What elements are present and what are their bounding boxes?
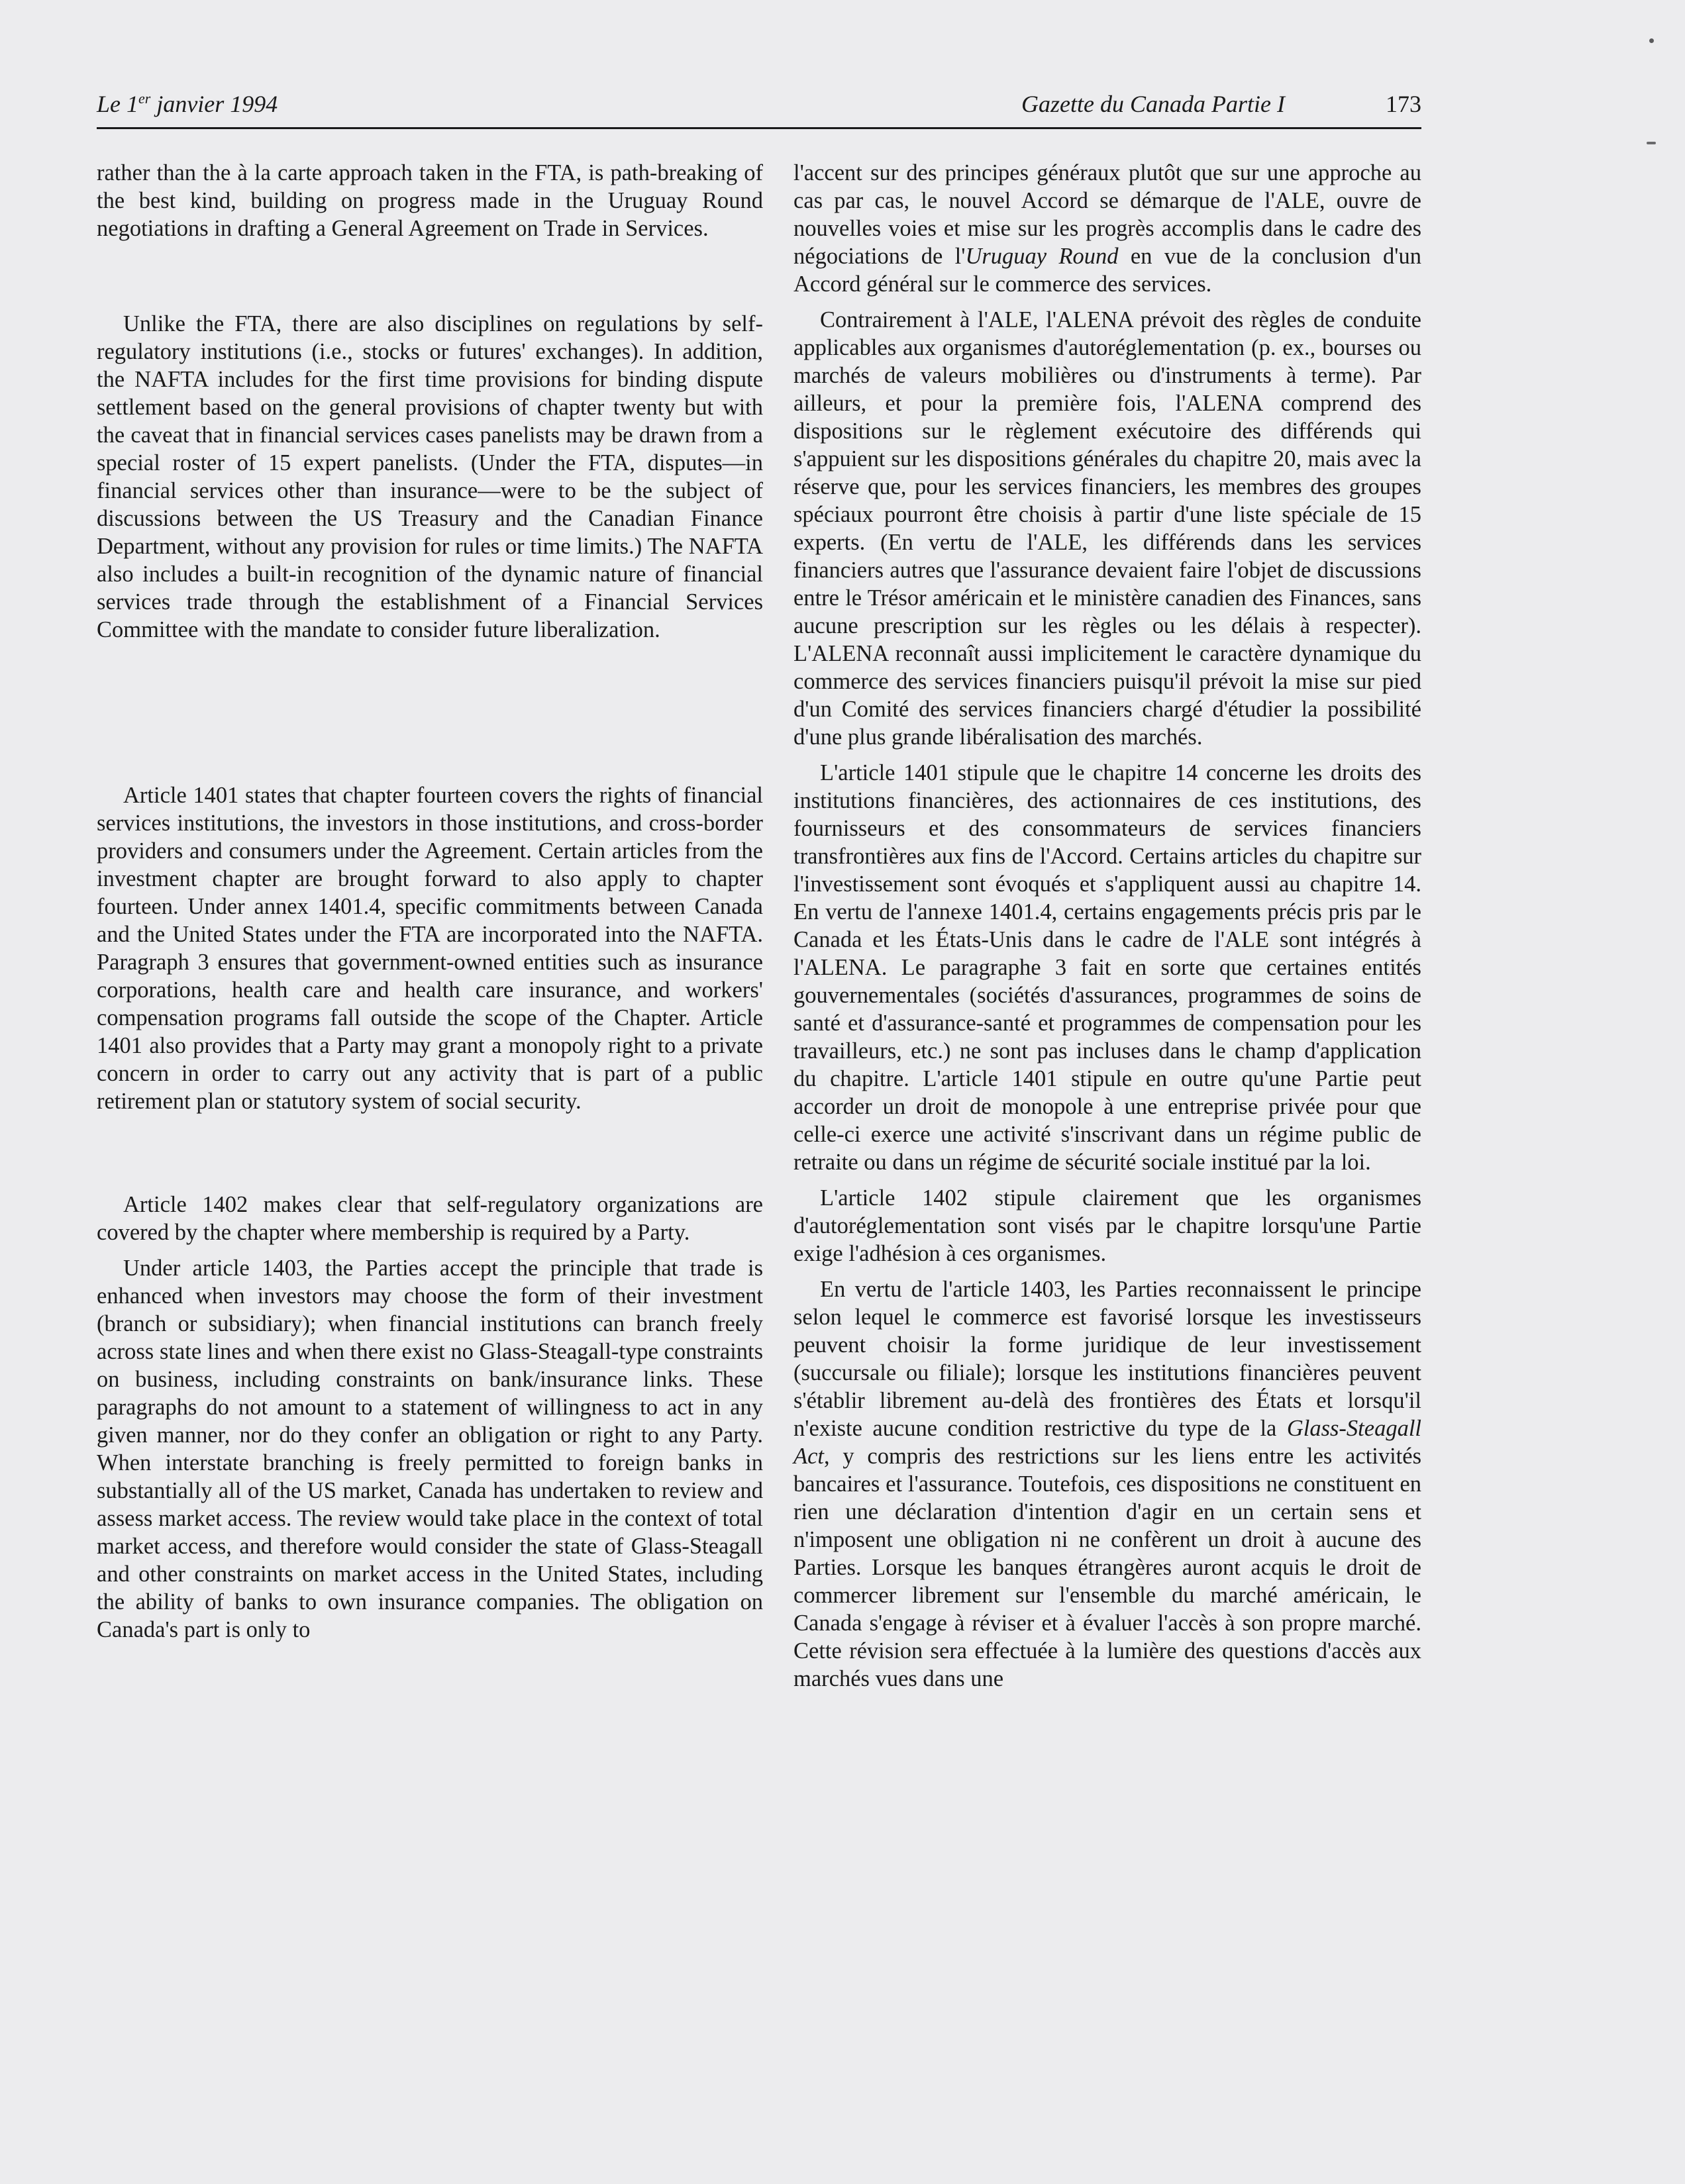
- english-paragraph: Article 1402 makes clear that self-regulatory organizations are covered by the chapter where membership is required by a Party.: [97, 1192, 763, 1245]
- french-paragraph: l'accent sur des principes généraux plutôt que sur une approche au cas par cas, le nouvel Accord se démarque de l'ALE, ouvre de nouvelles voies et mise sur les progrès accomplis dans le cadre des négociations de l'Uruguay Round en vue de la conclusion d'un Accord général sur le commerce des services.: [793, 160, 1422, 297]
- header-publication: Gazette du Canada Partie I: [1021, 91, 1285, 117]
- english-paragraph: Unlike the FTA, there are also disciplines on regulations by self-regulatory institutions (i.e., stocks or futures' exchanges). In addition, the NAFTA includes for the first time provisions for binding dispute settlement based on the general provisions of chapter twenty but with the caveat that in financial services cases panelists may be drawn from a special roster of 15 expert panelists. (Under the FTA, disputes—in financial services other than insurance—were to be the subject of discussions between the US Treasury and the Canadian Finance Department, without any provision for rules or time limits.) The NAFTA also includes a built-in recognition of the dynamic nature of financial services trade through the establishment of a Financial Services Committee with the mandate to consider future liberalization.: [97, 311, 763, 642]
- english-paragraph: rather than the à la carte approach taken in the FTA, is path-breaking of the best kind, building on progress made in the Uruguay Round negotiations in drafting a General Agreement on Trade in Services.: [97, 160, 763, 241]
- page-header: [97, 90, 1421, 123]
- header-date: Le 1er janvier 1994: [97, 90, 278, 117]
- english-paragraph: Under article 1403, the Parties accept the principle that trade is enhanced when investors may choose the form of their investment (branch or subsidiary); when financial institutions can branch freely across state lines and when there exist no Glass-Steagall-type constraints on business, including constraints on bank/insurance links. These paragraphs do not amount to a statement of willingness to act in any given manner, nor do they confer an obligation or right to any Party. When interstate branching is freely permitted to foreign banks in substantially all of the US market, Canada has undertaken to review and assess market access. The review would take place in the context of total market access, and therefore would consider the state of Glass-Steagall and other constraints on market access in the United States, including the ability of banks to own insurance companies. The obligation on Canada's part is only to: [97, 1256, 763, 1642]
- french-paragraph: Contrairement à l'ALE, l'ALENA prévoit des règles de conduite applicables aux organismes d'autoréglementation (p. ex., bourses ou marchés de valeurs mobilières ou d'instruments à terme). Par ailleurs, et pour la première fois, l'ALENA comprend des dispositions sur le règlement exécutoire des différends qui s'appuient sur les dispositions générales du chapitre 20, mais avec la réserve que, pour les services financiers, les membres des groupes spéciaux pourront être choisis à partir d'une liste spéciale de 15 experts. (En vertu de l'ALE, les différends dans les services financiers autres que l'assurance devaient faire l'objet de discussions entre le Trésor américain et le ministère canadien des Finances, sans aucune prescription sur les règles ou les délais à respecter). L'ALENA reconnaît aussi implicitement le caractère dynamique du commerce des services financiers puisqu'il prévoit la mise sur pied d'un Comité des services financiers chargé d'étudier la possibilité d'une plus grande libéralisation des marchés.: [793, 307, 1421, 750]
- scan-speck: [1649, 38, 1654, 43]
- english-paragraph: Article 1401 states that chapter fourteen covers the rights of financial services institutions, the investors in those institutions, and cross-border providers and consumers under the Agreement. Certain articles from the investment chapter are brought forward to also apply to chapter fourteen. Under annex 1401.4, specific commitments between Canada and the United States under the FTA are incorporated into the NAFTA. Paragraph 3 ensures that government-owned entities such as insurance corporations, health care and health care insurance, and workers' compensation programs fall outside the scope of the Chapter. Article 1401 also provides that a Party may grant a monopoly right to a private concern in order to carry out any activity that is part of a public retirement plan or statutory system of social security.: [97, 783, 763, 1114]
- scan-mark: [1647, 142, 1656, 144]
- french-column: [793, 159, 1421, 1693]
- english-column: [97, 159, 763, 1644]
- french-paragraph: En vertu de l'article 1403, les Parties reconnaissent le principe selon lequel le commerce est favorisé lorsque les investisseurs peuvent choisir la forme juridique de leur investissement (succursale ou filiale); lorsque les institutions financières peuvent s'établir librement au-delà des frontières des États et lorsqu'il n'existe aucune condition restrictive du type de la Glass-Steagall Act, y compris des restrictions sur les liens entre les activités bancaires et l'assurance. Toutefois, ces dispositions ne constituent en rien une déclaration d'intention d'agir en un certain sens et n'imposent une obligation ni ne confèrent un droit à aucune des Parties. Lorsque les banques étrangères auront acquis le droit de commercer librement sur l'ensemble du marché américain, le Canada s'engage à réviser et à évaluer l'accès à son propre marché. Cette révision sera effectuée à la lumière des questions d'accès aux marchés vues dans une: [793, 1277, 1421, 1691]
- header-rule: [97, 127, 1421, 129]
- french-paragraph: L'article 1402 stipule clairement que les organismes d'autoréglementation sont visés par le chapitre lorsqu'une Partie exige l'adhésion à ces organismes.: [793, 1185, 1421, 1266]
- french-paragraph: L'article 1401 stipule que le chapitre 14 concerne les droits des institutions financières, des actionnaires de ces institutions, des fournisseurs et des consommateurs de services financiers transfrontières aux fins de l'Accord. Certains articles du chapitre sur l'investissement sont évoqués et s'appliquent aussi au chapitre 14. En vertu de l'annexe 1401.4, certains engagements précis pris par le Canada et les États-Unis dans le cadre de l'ALE sont intégrés à l'ALENA. Le paragraphe 3 fait en sorte que certaines entités gouvernementales (sociétés d'assurances, programmes de soins de santé et d'assurance-santé et programmes de compensation pour les travailleurs, etc.) ne sont pas incluses dans le champ d'application du chapitre. L'article 1401 stipule en outre qu'une Partie peut accorder un droit de monopole à une entreprise privée pour que celle-ci exerce une activité s'inscrivant dans un régime public de retraite ou dans un régime de sécurité sociale institué par la loi.: [793, 760, 1421, 1175]
- page-number: 173: [1386, 91, 1421, 117]
